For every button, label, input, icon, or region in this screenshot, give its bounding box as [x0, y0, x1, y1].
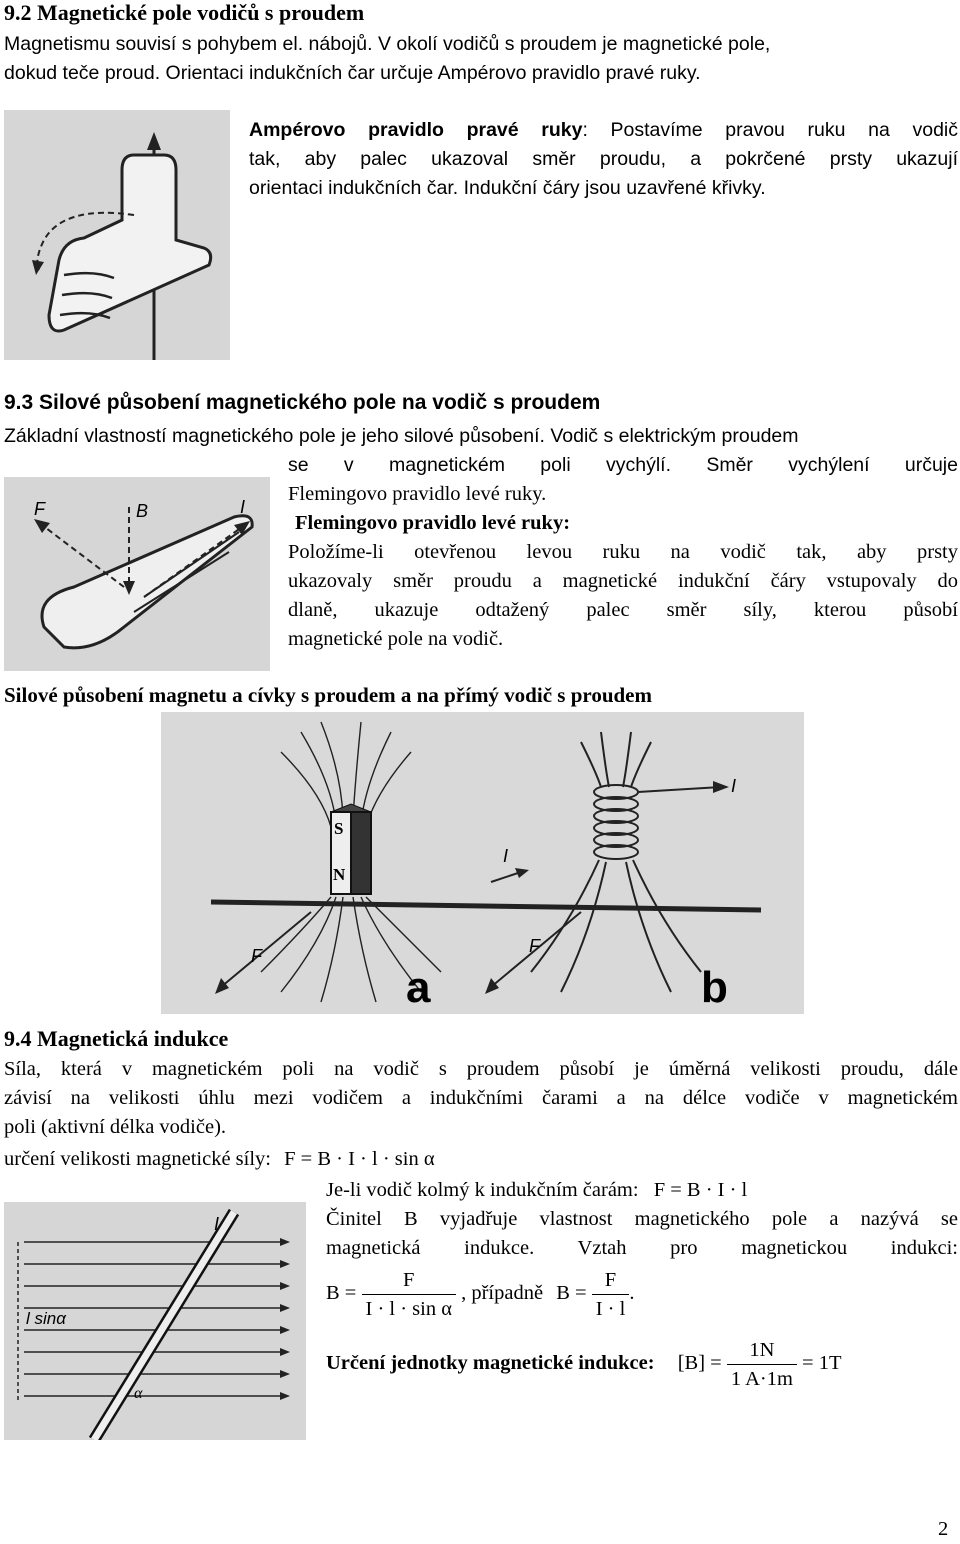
b-desc-line2: magnetická indukce. Vztah pro magnetickou indukci: [326, 1237, 958, 1259]
unit-lhs: [B] = [677, 1352, 722, 1375]
fig4-lsin-label: l sinα [26, 1309, 66, 1328]
force-a-label: F [251, 946, 262, 966]
frac1-den: I · l · sin α [365, 1298, 452, 1320]
b-desc-line1: Činitel B vyjadřuje vlastnost magnetického pole a nazývá se [326, 1208, 958, 1230]
section-9-4-title: 9.4 Magnetická indukce [4, 1026, 229, 1051]
fig2-force-label: F [34, 499, 45, 519]
force-formula: F = B · I · l · sin α [284, 1148, 435, 1170]
unit-fraction [727, 1336, 797, 1393]
or-text: , případně [461, 1282, 544, 1305]
s92-rule-line2: tak, aby palec ukazoval směr proudu, a pokrčené prsty ukazují [249, 148, 958, 170]
fleming-rule-line1: Položíme-li otevřenou levou ruku na vodič tak, aby prsty [288, 541, 958, 563]
unit-label: Určení jednotky magnetické indukce: [326, 1352, 655, 1375]
right-hand-rule-figure [4, 110, 230, 360]
perp-text: Je-li vodič kolmý k indukčním čarám: [326, 1179, 639, 1201]
s94-line2: závisí na velikosti úhlu mezi vodičem a indukčními čarami a na délce vodiče v magnetickém [4, 1087, 958, 1109]
wire-current-label: I [503, 846, 509, 866]
b-fraction-1 [362, 1266, 456, 1323]
fleming-rule-title: Flemingovo pravidlo levé ruky: [295, 512, 571, 534]
label-a: a [406, 963, 431, 1012]
magnet-s-label: S [334, 819, 344, 838]
induction-figure [4, 1202, 306, 1440]
force-formula-row [4, 1145, 435, 1174]
fig2-current-label: I [240, 497, 246, 517]
period: . [629, 1282, 635, 1305]
unit-row [326, 1336, 842, 1393]
s94-line3: poli (aktivní délka vodiče). [4, 1116, 227, 1138]
force-b-label: F [529, 936, 540, 956]
fig4-alpha-label: α [134, 1385, 143, 1402]
fleming-rule-line4: magnetické pole na vodič. [288, 628, 504, 650]
fig4-current-label: I [214, 1214, 220, 1234]
b-lhs-1: B = [326, 1282, 357, 1305]
s92-rule-line1: Ampérovo pravidlo pravé ruky: Postavíme pravou ruku na vodič [249, 119, 958, 141]
force-section-title: Silové působení magnetu a cívky s proudem a na přímý vodič s proudem [4, 683, 652, 707]
s93-line3: Flemingovo pravidlo levé ruky. [288, 483, 547, 505]
section-9-3-title: 9.3 Silové působení magnetického pole na vodič s proudem [4, 391, 601, 414]
b-formula-row [326, 1266, 634, 1323]
fleming-rule-line2: ukazovaly směr proudu a magnetické indukční čáry vstupovaly do [288, 570, 958, 592]
page-number: 2 [938, 1518, 949, 1540]
magnet-coil-figure [161, 712, 804, 1014]
fleming-rule-line3: dlaně, ukazuje odtažený palec směr síly, kterou působí [288, 599, 958, 621]
ampere-rule-bold: Ampérovo pravidlo pravé ruky [249, 119, 583, 141]
s92-line2: dokud teče proud. Orientaci indukčních čar určuje Ampérovo pravidlo pravé ruky. [4, 62, 701, 84]
frac2-num: F [592, 1266, 630, 1295]
section-9-2-title: 9.2 Magnetické pole vodičů s proudem [4, 0, 365, 25]
label-b: b [701, 963, 728, 1012]
s92-rule-line3: orientaci indukčních čar. Indukční čáry jsou uzavřené křivky. [249, 177, 766, 199]
perp-formula: F = B · I · l [653, 1179, 748, 1201]
frac2-den: I · l [595, 1298, 626, 1320]
unit-num: 1N [727, 1336, 797, 1365]
fig2-b-label: B [136, 501, 149, 521]
s94-line1: Síla, která v magnetickém poli na vodič s proudem působí je úměrná velikosti proudu, dále [4, 1058, 958, 1080]
force-formula-label: určení velikosti magnetické síly: [4, 1148, 272, 1170]
s92-line1: Magnetismu souvisí s pohybem el. nábojů. V okolí vodičů s proudem je magnetické pole, [4, 33, 771, 55]
coil-current-label: I [731, 776, 737, 796]
unit-rhs: = 1T [802, 1352, 842, 1375]
unit-den: 1 A·1m [730, 1368, 793, 1390]
perp-row [326, 1176, 747, 1205]
s93-line2: se v magnetickém poli vychýlí. Směr vychýlení určuje [288, 454, 958, 476]
left-hand-rule-figure [4, 477, 270, 671]
b-lhs-2: B = [556, 1282, 587, 1305]
b-fraction-2 [592, 1266, 630, 1323]
frac1-num: F [362, 1266, 456, 1295]
s93-line1: Základní vlastností magnetického pole je jeho silové působení. Vodič s elektrickým proudem [4, 425, 799, 447]
magnet-n-label: N [333, 865, 346, 884]
